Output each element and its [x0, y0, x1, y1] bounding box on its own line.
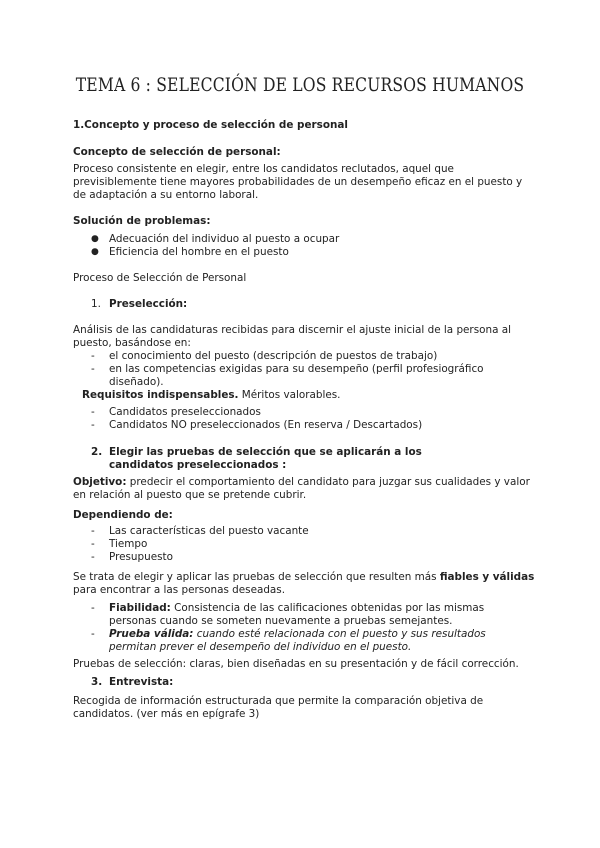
concepto-heading: Concepto de selección de personal: — [73, 146, 281, 158]
requisitos-label: Requisitos indispensables. — [82, 389, 239, 401]
dash-icon: - — [91, 363, 95, 375]
proceso-heading: Proceso de Selección de Personal — [73, 272, 247, 284]
objetivo-body: predecir el comportamiento del candidato para juzgar sus cualidades y valor en relación al puesto que se pretende cubrir. — [73, 476, 530, 501]
valida-body: cuando esté relacionada con el puesto y sus resultados permitan prever el desempeño del individuo en el puesto. — [109, 628, 486, 653]
list-item: Tiempo — [109, 538, 148, 550]
list-item: Presupuesto — [109, 551, 173, 563]
dash-icon: - — [91, 419, 95, 431]
section-heading: 1.Concepto y proceso de selección de personal — [73, 119, 348, 131]
preseleccion-heading: Preselección: — [109, 298, 188, 310]
se-trata-bold: fiables y válidas — [439, 571, 535, 583]
solucion-heading: Solución de problemas: — [73, 215, 211, 227]
list-item: Eficiencia del hombre en el puesto — [109, 246, 289, 258]
dash-icon: - — [91, 628, 95, 640]
se-trata-post: para encontrar a las personas deseadas. — [73, 584, 286, 596]
requisitos-rest: Méritos valorables. — [238, 389, 341, 401]
dash-icon: - — [91, 350, 95, 362]
valida-label: Prueba válida: — [109, 628, 194, 640]
preseleccion-intro: Análisis de las candidaturas recibidas para discernir el ajuste inicial de la persona al puesto, basándose en: — [73, 324, 511, 349]
pruebas-heading: Elegir las pruebas de selección que se aplicarán a los candidatos preseleccionados : — [109, 446, 422, 471]
dash-icon: - — [91, 551, 95, 563]
concepto-text: Proceso consistente en elegir, entre los candidatos reclutados, aquel que previsiblemente tiene mayores probabilidades de un desempeño eficaz en el puesto y de adaptación a su entorno laboral. — [73, 163, 523, 201]
dash-icon: - — [91, 538, 95, 550]
bullet-icon: ● — [91, 234, 99, 244]
dependiendo-heading: Dependiendo de: — [73, 509, 173, 521]
list-item: el conocimiento del puesto (descripción de puestos de trabajo) — [109, 350, 438, 362]
fiabilidad-body: Consistencia de las calificaciones obtenidas por las mismas personas cuando se someten nuevamente a pruebas semejantes. — [109, 602, 485, 627]
bullet-icon: ● — [91, 247, 99, 257]
requisitos-line — [82, 389, 340, 402]
list-item: en las competencias exigidas para su desempeño (perfil profesiográfico diseñado). — [109, 363, 484, 388]
list-item: Adecuación del individuo al puesto a ocupar — [109, 233, 340, 245]
item-number: 3. — [91, 676, 103, 688]
item-number: 1. — [91, 298, 101, 310]
entrevista-text: Recogida de información estructurada que permite la comparación objetiva de candidatos. (ver más en epígrafe 3) — [73, 695, 484, 720]
valida-text — [109, 628, 509, 654]
list-item: Las características del puesto vacante — [109, 525, 309, 537]
dash-icon: - — [91, 525, 95, 537]
dash-icon: - — [91, 406, 95, 418]
objetivo-label: Objetivo: — [73, 476, 127, 488]
objetivo-text — [73, 476, 535, 502]
list-item: Candidatos NO preseleccionados (En reserva / Descartados) — [109, 419, 423, 431]
dash-icon: - — [91, 602, 95, 614]
entrevista-heading: Entrevista: — [109, 676, 174, 688]
pruebas-line: Pruebas de selección: claras, bien diseñadas en su presentación y de fácil corrección. — [73, 658, 519, 670]
item-number: 2. — [91, 446, 103, 458]
se-trata-pre: Se trata de elegir y aplicar las pruebas de selección que resulten más — [73, 571, 440, 583]
fiabilidad-label: Fiabilidad: — [109, 602, 171, 614]
list-item: Candidatos preseleccionados — [109, 406, 261, 418]
page-title: TEMA 6 : SELECCIÓN DE LOS RECURSOS HUMANOS — [75, 74, 525, 96]
se-trata-text — [73, 571, 535, 597]
fiabilidad-text — [109, 602, 509, 628]
